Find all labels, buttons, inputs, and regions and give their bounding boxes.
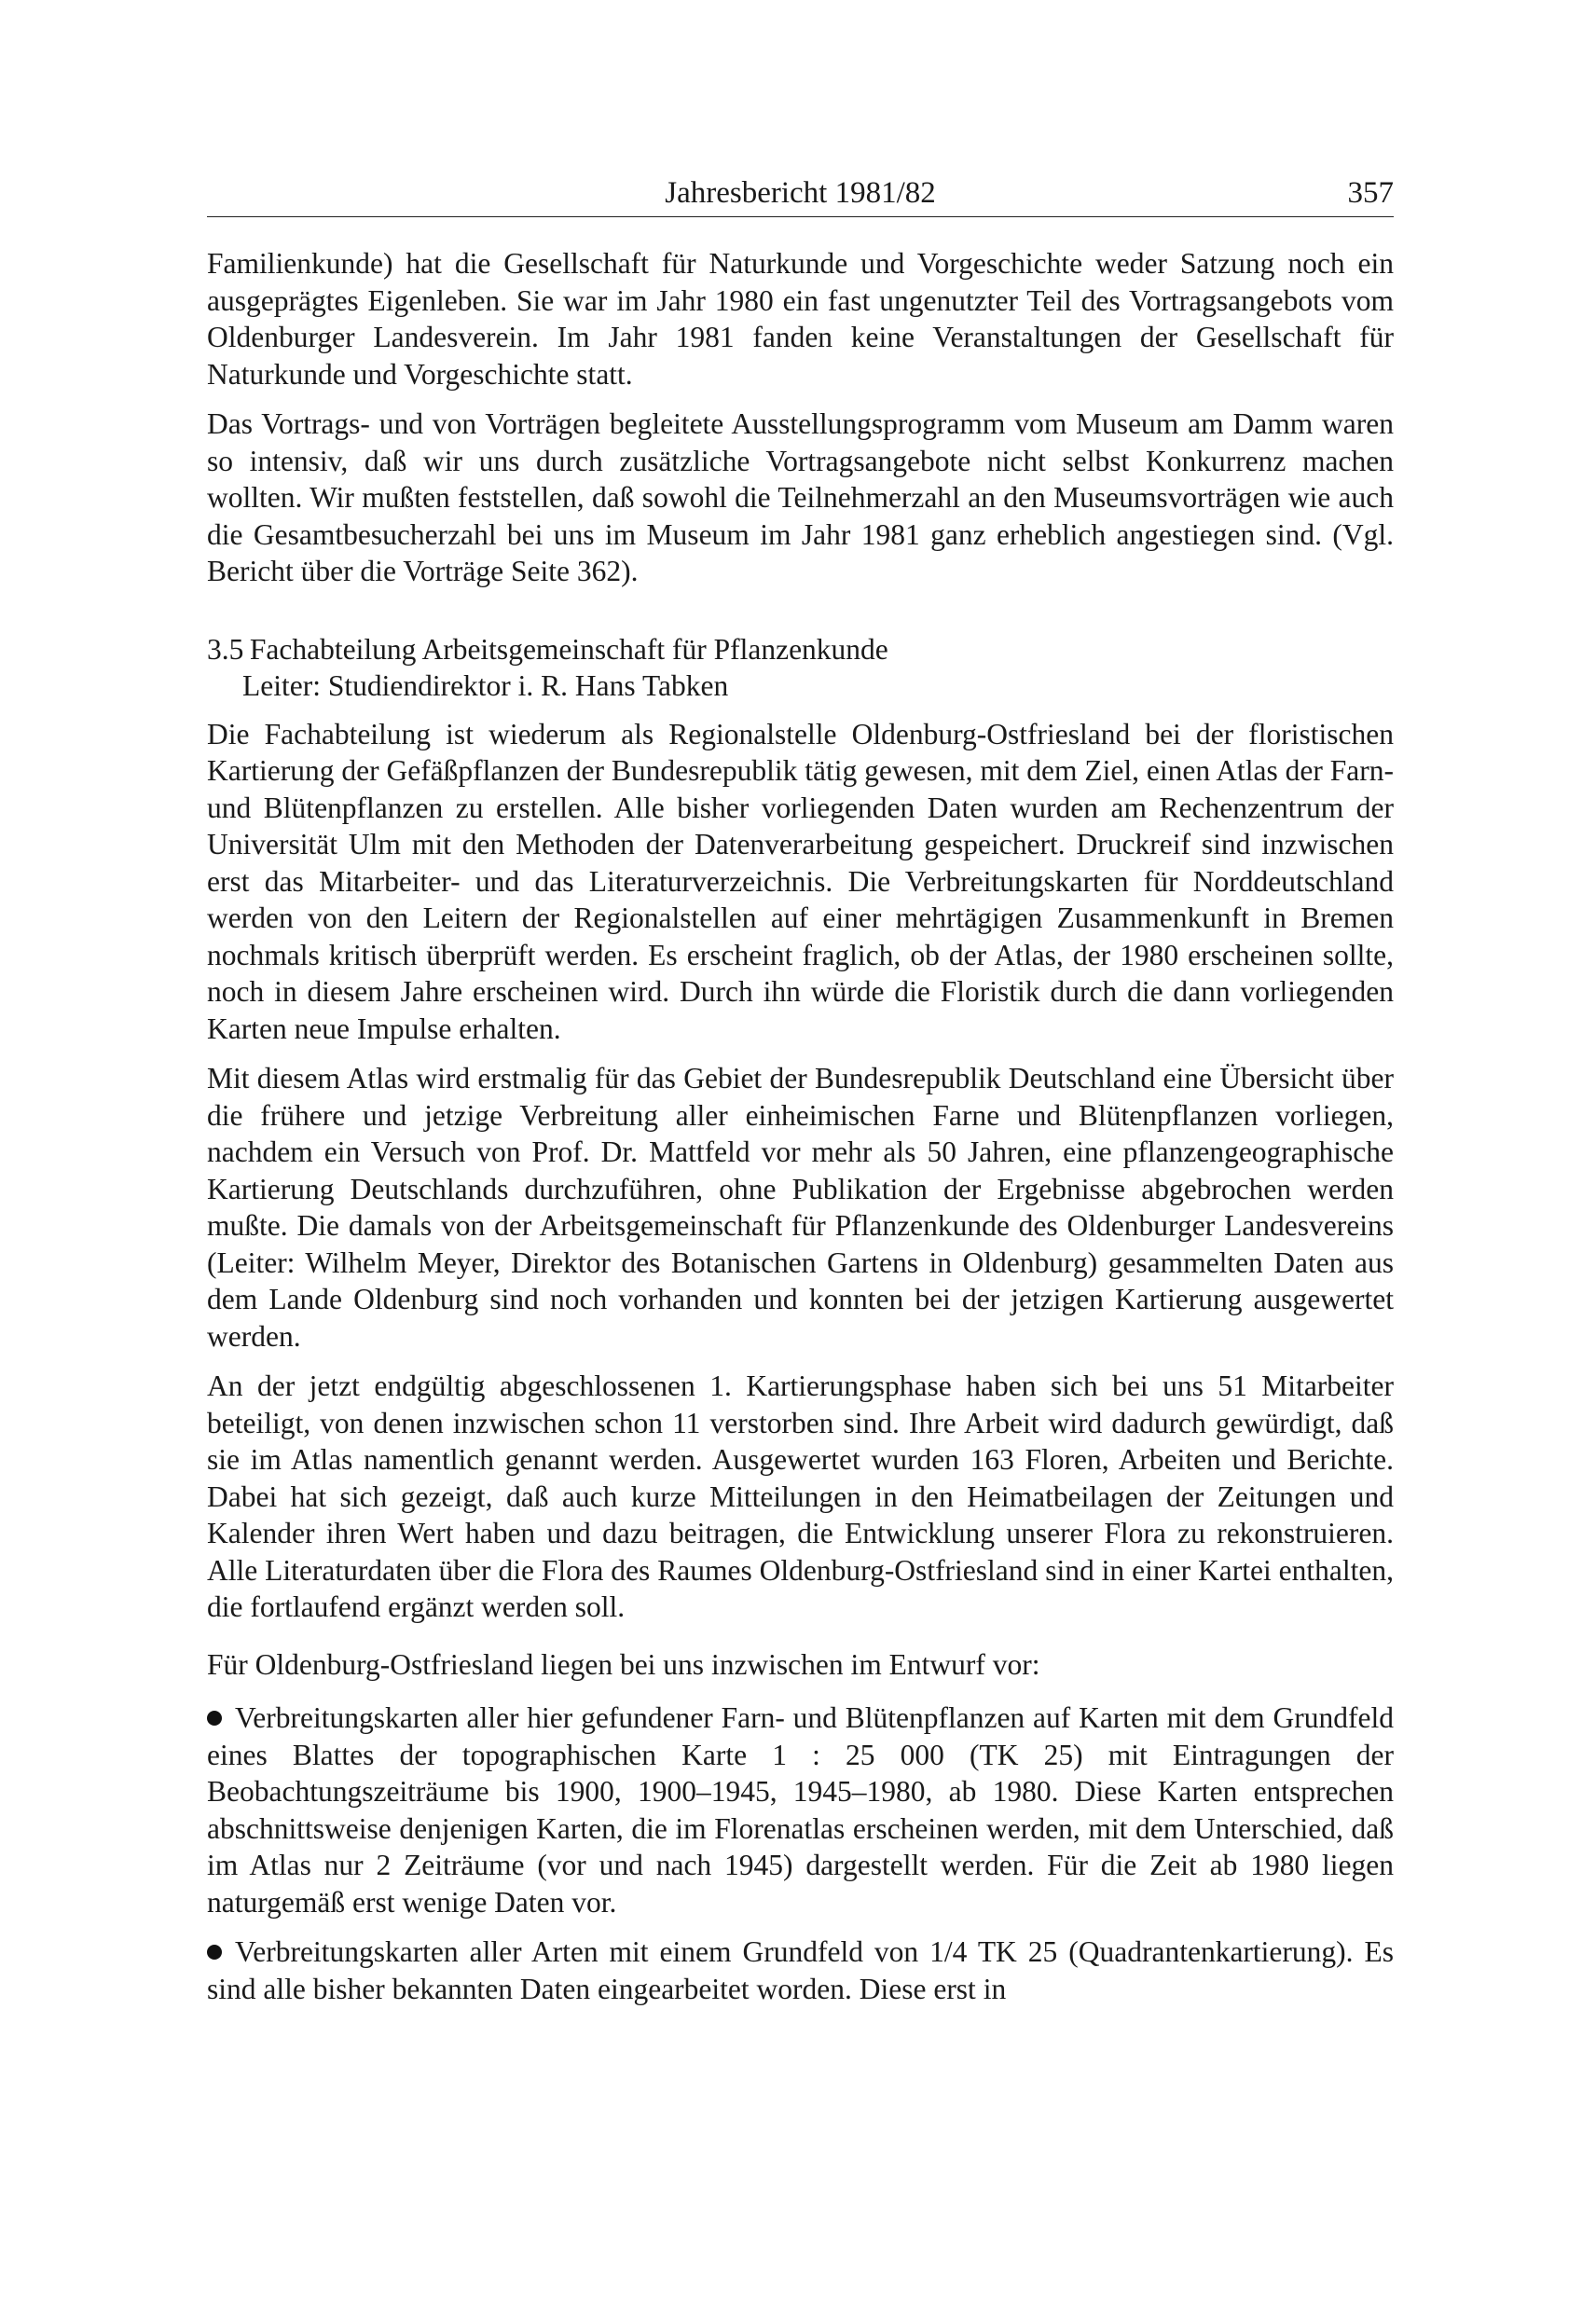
bullet-icon [207,1945,222,1960]
list-intro: Für Oldenburg-Ostfriesland liegen bei uns inzwischen im Entwurf vor: [207,1647,1040,1681]
paragraph: Das Vortrags- und von Vorträgen begleitete Ausstellungsprogramm vom Museum am Damm waren so intensiv, daß wir uns durch zusätzliche Vortragsangebote nicht selbst Konkurrenz machen wollten. Wir mußten feststellen, daß sowohl die Teilnehmerzahl an den Museumsvorträgen wie auch die Gesamtbesucherzahl bei uns im Museum im Jahr 1981 ganz erheblich angestiegen sind. (Vgl. Bericht über die Vorträge Seite 362). [207,407,1394,587]
running-title: Jahresbericht 1981/82 [665,176,936,210]
bullet-icon [207,1711,222,1726]
list-item-text: Verbreitungskarten aller Arten mit einem Grundfeld von 1/4 TK 25 (Quadrantenkartierung). Es sind alle bisher bekannten Daten eingearbeitet worden. Diese erst in [207,1935,1394,2005]
section-heading [207,631,1394,705]
page-number: 357 [1347,176,1394,210]
paragraph: Mit diesem Atlas wird erstmalig für das Gebiet der Bundesrepublik Deutschland eine Übersicht über die frühere und jetzige Verbreitung aller einheimischen Farne und Blütenpflanzen vorliegen, nachdem ein Versuch von Prof. Dr. Mattfeld vor mehr als 50 Jahren, eine pflanzengeographische Kartierung Deutschlands durchzuführen, ohne Publikation der Ergebnisse abgebrochen werden mußte. Die damals von der Arbeitsgemeinschaft für Pflanzenkunde des Oldenburger Landesvereins (Leiter: Wilhelm Meyer, Direktor des Botanischen Gartens in Oldenburg) gesammelten Daten aus dem Lande Oldenburg sind noch vorhanden und konnten bei der jetzigen Kartierung ausgewertet werden. [207,1062,1394,1353]
paragraph: An der jetzt endgültig abgeschlossenen 1. Kartierungsphase haben sich bei uns 51 Mitarbeiter beteiligt, von denen inzwischen schon 11 verstorben sind. Ihre Arbeit wird dadurch gewürdigt, daß sie im Atlas namentlich genannt werden. Ausgewertet wurden 163 Floren, Arbeiten und Berichte. Dabei hat sich gezeigt, daß auch kurze Mitteilungen in den Heimatbeilagen der Zeitungen und Kalender ihren Wert haben und dazu beitragen, die Entwicklung unserer Flora zu rekonstruieren. Alle Literaturdaten über die Flora des Raumes Oldenburg-Ostfriesland sind in einer Kartei enthalten, die fortlaufend ergänzt werden soll. [207,1369,1394,1623]
section-subtitle: Leiter: Studiendirektor i. R. Hans Tabken [242,669,729,702]
paragraph: Familienkunde) hat die Gesellschaft für Naturkunde und Vorgeschichte weder Satzung noch ein ausgeprägtes Eigenleben. Sie war im Jahr 1980 ein fast ungenutzter Teil des Vortragsangebots vom Oldenburger Landesverein. Im Jahr 1981 fanden keine Veranstaltungen der Gesellschaft für Naturkunde und Vorgeschichte statt. [207,247,1394,391]
list-item-text: Verbreitungskarten aller hier gefundener Farn- und Blütenpflanzen auf Karten mit dem Grundfeld eines Blattes der topographischen Karte 1 : 25 000 (TK 25) mit Eintragungen der Beobachtungszeiträume bis 1900, 1900–1945, 1945–1980, ab 1980. Diese Karten entsprechen abschnittsweise denjenigen Karten, die im Florenatlas erscheinen werden, mit dem Unterschied, daß im Atlas nur 2 Zeiträume (vor und nach 1945) dargestellt werden. Für die Zeit ab 1980 liegen naturgemäß erst wenige Daten vor. [207,1701,1394,1919]
section-title: Fachabteilung Arbeitsgemeinschaft für Pflanzenkunde [249,632,888,666]
list-item [207,1700,1394,1920]
paragraph: Die Fachabteilung ist wiederum als Regionalstelle Oldenburg-Ostfriesland bei der floristischen Kartierung der Gefäßpflanzen der Bundesrepublik tätig gewesen, mit dem Ziel, einen Atlas der Farn- und Blütenpflanzen zu erstellen. Alle bisher vorliegenden Daten wurden am Rechenzentrum der Universität Ulm mit den Methoden der Datenverarbeitung gespeichert. Druckreif sind inzwischen erst das Mitarbeiter- und das Literaturverzeichnis. Die Verbreitungskarten für Norddeutschland werden von den Leitern der Regionalstellen auf einer mehrtägigen Zusammenkunft in Bremen nochmals kritisch überprüft werden. Es erscheint fraglich, ob der Atlas, der 1980 erscheinen sollte, noch in diesem Jahre erscheinen wird. Durch ihn würde die Floristik durch die dann vorliegenden Karten neue Impulse erhalten. [207,717,1394,1045]
document-page [207,170,1394,2020]
list-item [207,1934,1394,2007]
running-header [207,170,1394,217]
section-number: 3.5 [207,632,244,666]
body-text [207,245,1394,2007]
